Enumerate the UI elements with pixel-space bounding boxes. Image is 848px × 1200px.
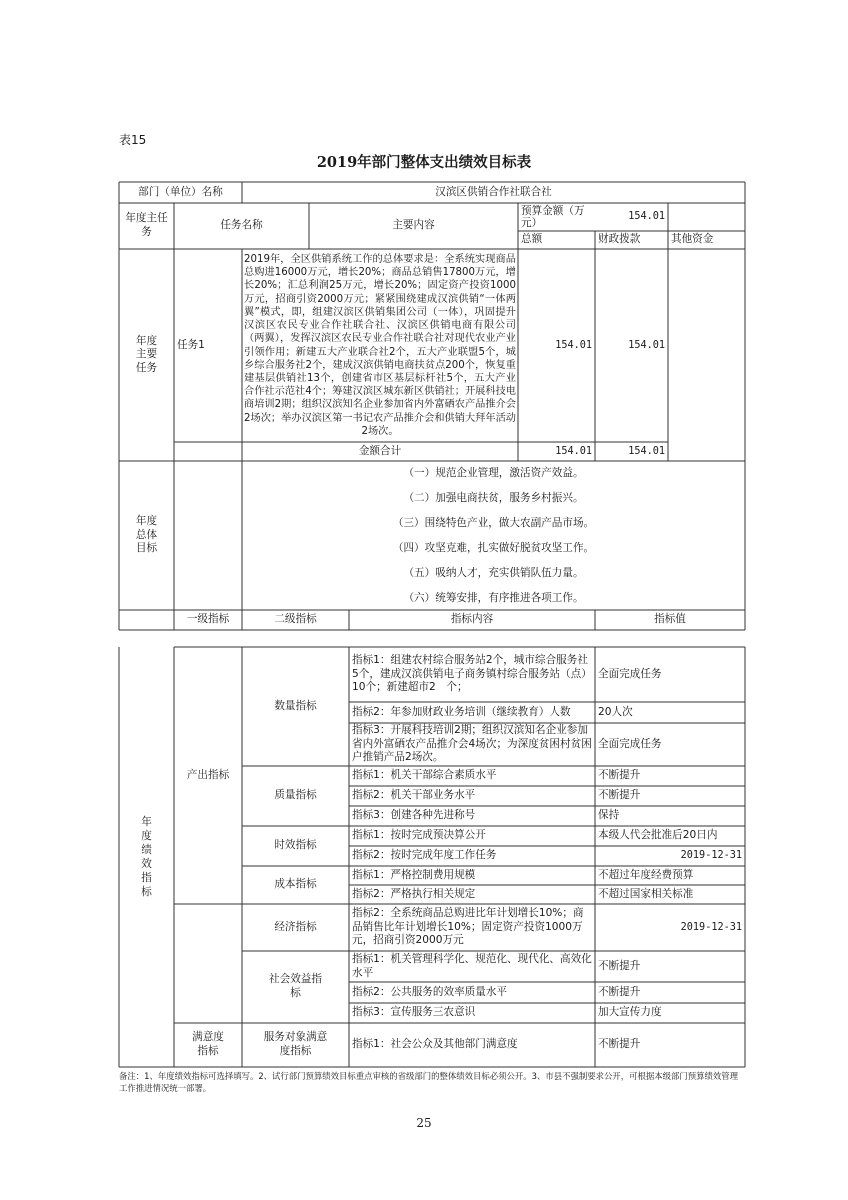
indicator-value: 不断提升: [598, 769, 641, 782]
indicator-content: 指标3：创建各种先进称号: [352, 809, 476, 822]
level1-satisfaction: 满意度指标: [192, 1031, 224, 1057]
performance-label-cell: [119, 647, 174, 1067]
indicator-value: 不超过国家相关标准: [598, 887, 694, 900]
indicator-content: 指标1：机关干部综合素质水平: [352, 769, 497, 782]
task-total: 154.01: [555, 339, 592, 351]
goal-item: （六）统筹安排，有序推进各项工作。: [403, 591, 584, 604]
indicator-value: 不断提升: [598, 789, 641, 802]
level2-timeliness: 时效指标: [274, 839, 317, 852]
indicator-content: 指标3：开展科技培训2期；组织汉滨知名企业参加省内外富硒农产品推介会4场次；为深度贫困村贫困户推销产品2场次。: [352, 724, 592, 764]
indicator-content-header: 指标内容: [450, 613, 494, 626]
level2-quality: 质量指标: [274, 789, 317, 802]
budget-header: 预算金额（万元）: [521, 205, 585, 229]
goal-item: （一）规范企业管理，激活资产效益。: [403, 466, 584, 479]
performance-label: 年度绩效指标: [141, 816, 152, 898]
task-fiscal: 154.01: [628, 339, 665, 351]
indicator-value-header: 指标值: [654, 613, 686, 626]
indicator-value: 不断提升: [598, 1038, 641, 1051]
indicator-value: 保持: [598, 809, 620, 822]
level2-cost: 成本指标: [274, 878, 317, 891]
indicator-content: 指标2：公共服务的效率质量水平: [352, 985, 508, 998]
footnote: 备注：1、年度绩效指标可选择填写。2、试行部门预算绩效目标重点审核的省级部门的整体绩效目标必须公开。3、市县不强制要求公开，可根据本级部门预算绩效管理工作推进情况统一部署。: [119, 1071, 738, 1093]
sum-label: 金额合计: [358, 444, 402, 457]
indicator-content: 指标2：全系统商品总购进比年计划增长10%；商品销售比年计划增长10%；固定资产投资1000万元，招商引资2000万元: [352, 907, 584, 947]
overall-goals-label: 年度总体目标: [135, 515, 158, 555]
indicator-value: 本级人代会批准后20日内: [598, 829, 718, 842]
indicator-value: 不断提升: [598, 959, 641, 972]
level1-output: 产出指标: [186, 768, 230, 781]
indicator-content: 指标1：按时完成预决算公开: [352, 829, 486, 842]
task-name: 任务1: [177, 338, 205, 351]
level2-quantity: 数量指标: [274, 699, 317, 712]
total-header: 总额: [521, 233, 543, 246]
budget-value: 154.01: [628, 211, 665, 223]
indicator-value: 2019-12-31: [680, 850, 742, 862]
indicator-content: 指标2：机关干部业务水平: [352, 789, 476, 802]
goal-item: （五）吸纳人才，充实供销队伍力量。: [403, 566, 584, 579]
goal-item: （三）围绕特色产业，做大农副产品市场。: [392, 516, 595, 529]
indicator-content: 指标2：年参加财政业务培训（继续教育）人数: [352, 705, 571, 718]
page-title: 2019年部门整体支出绩效目标表: [316, 154, 532, 171]
indicator-content: 指标2：按时完成年度工作任务: [352, 849, 497, 862]
indicator-content: 指标1：社会公众及其他部门满意度: [352, 1038, 518, 1051]
indicator-value: 全面完成任务: [598, 667, 662, 680]
task-name-header: 任务名称: [220, 219, 263, 232]
table-label: 表15: [119, 133, 147, 147]
indicator-value: 2019-12-31: [680, 921, 742, 933]
indicator-content: 指标1：机关管理科学化、规范化、现代化、高效化水平: [352, 952, 592, 979]
annual-task-row-label: 年度主要任务: [135, 334, 158, 374]
level1-header: 一级指标: [186, 613, 230, 626]
task-content: 2019年，全区供销系统工作的总体要求是：全系统实现商品总购进16000万元，增长20%；商品总销售17800万元，增长20%；汇总利润25万元，增长20%；固定资产投资1000万元，招商引资2000万元；紧紧围绕建成汉滨供销“一体两翼”模式，即，组建汉滨区供销集团公司（一体），巩固提升汉滨区农民专业合作社联合社、汉滨区供销电商有限公司（两翼），发挥汉滨区农民专业合作社联合社对现代农业产业引领作用；新建五大产业联合社2个，五大产业联盟5个，城乡综合服务社2个，建成汉滨供销电商扶贫点200个，恢复重建基层供销社13个，创建省市区基层标杆社5个，五大产业合作社示范社4个；筹建汉滨区城东新区供销社；开展科技电商培训2期；组织汉滨知名企业参加省内外富硒农产品推介会2场次；举办汉滨区第一书记农产品推介会和供销大拜年活动2场次。: [244, 254, 516, 437]
level2-header: 二级指标: [274, 613, 317, 626]
level2-satisfaction: 服务对象满意度指标: [263, 1031, 328, 1057]
goal-item: （四）攻坚克难，扎实做好脱贫攻坚工作。: [392, 541, 595, 554]
indicator-content: 指标1：严格控制费用规模: [352, 868, 476, 881]
indicator-content: 指标2：严格执行相关规定: [352, 887, 476, 900]
fiscal-header: 财政拨款: [598, 233, 641, 246]
indicator-content: 指标3：宣传服务三农意识: [352, 1006, 476, 1019]
sum-fiscal: 154.01: [628, 445, 665, 457]
other-header: 其他资金: [671, 233, 714, 246]
indicator-value: 20人次: [598, 705, 633, 718]
goal-item: （二）加强电商扶贫，服务乡村振兴。: [403, 491, 584, 504]
indicator-value: 不超过年度经费预算: [598, 868, 694, 881]
page-number: 25: [416, 1116, 432, 1130]
department-value: 汉滨区供销合作社联合社: [435, 185, 552, 198]
indicator-value: 加大宣传力度: [598, 1006, 662, 1019]
level2-social: 社会效益指标: [269, 973, 322, 999]
indicator-content: 指标1：组建农村综合服务站2个，城市综合服务社5个，建成汉滨供销电子商务镇村综合服务站（点）10个；新建超市2 个；: [352, 654, 592, 694]
annual-task-section-label: 年度主任务: [125, 212, 168, 238]
indicator-value: 全面完成任务: [598, 737, 662, 750]
level2-economic: 经济指标: [274, 920, 317, 933]
indicator-value: 不断提升: [598, 985, 641, 998]
content-header: 主要内容: [392, 219, 435, 232]
department-label: 部门（单位）名称: [138, 185, 223, 198]
sum-total: 154.01: [555, 445, 592, 457]
